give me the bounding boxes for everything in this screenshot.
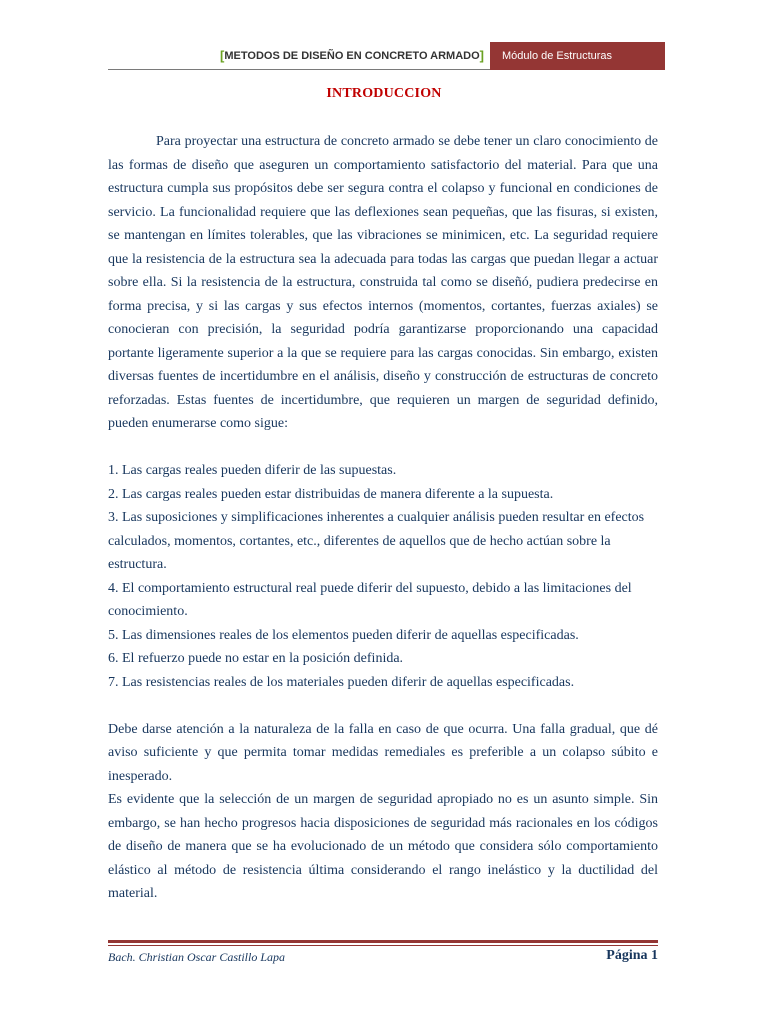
intro-paragraph: Para proyectar una estructura de concreto armado se debe tener un claro conocimiento de las formas de diseño que aseguren un comportamiento satisfactorio del material. Para que una estructura cumpla sus propósitos debe ser segura contra el colapso y funcional en condiciones de servicio. La funcionalidad requiere que las deflexiones sean pequeñas, que las fisuras, si existen, se mantengan en límites tolerables, que las vibraciones se minimicen, etc. La seguridad requiere que la resistencia de la estructura sea la adecuada para todas las cargas que puedan llegar a actuar sobre ella. Si la resistencia de la estructura, construida tal como se diseñó, pudiera predecirse en forma precisa, y si las cargas y sus efectos internos (momentos, cortantes, fuerzas axiales) se conocieran con precisión, la seguridad podría garantizarse proporcionando una capacidad portante ligeramente superior a la que se requiere para las cargas conocidas. Sin embargo, existen diversas fuentes de incertidumbre en el análisis, diseño y construcción de estructuras de concreto reforzadas. Estas fuentes de incertidumbre, que requieren un margen de seguridad definido, pueden enumerarse como sigue: xyxy=(108,134,658,431)
list-item-6: 6. El refuerzo puede no estar en la posición definida. xyxy=(108,651,404,666)
list-item-3: 3. Las suposiciones y simplificaciones inherentes a cualquier análisis pueden resultar en efectos calculados, momentos, cortantes, etc., diferentes de aquellos que de hecho actúan sobre la estructura. xyxy=(108,510,645,572)
list-item-5: 5. Las dimensiones reales de los elementos pueden diferir de aquellas especificadas. xyxy=(108,627,579,643)
page-header xyxy=(108,42,665,70)
margin-paragraph: Es evidente que la selección de un margen de seguridad apropiado no es un asunto simple. Sin embargo, se han hecho progresos hacia disposiciones de seguridad más racionales en los códigos de diseño de manera que se ha evolucionado de un método que considera sólo comportamiento elástico al método de resistencia última considerando el rango inelástico y la ductilidad del material. xyxy=(108,792,658,901)
page-number: Página 1 xyxy=(606,948,658,963)
module-badge: Módulo de Estructuras xyxy=(490,42,665,70)
document-body xyxy=(108,130,658,906)
footer-divider xyxy=(108,940,658,943)
bracket-open: [ xyxy=(220,48,225,63)
page-title: INTRODUCCION xyxy=(326,86,442,101)
header-title-box xyxy=(108,42,490,70)
list-item-1: 1. Las cargas reales pueden diferir de las supuestas. xyxy=(108,463,397,478)
spacer xyxy=(108,694,658,718)
header-title: METODOS DE DISEÑO EN CONCRETO ARMADO xyxy=(224,49,480,62)
footer-author: Bach. Christian Oscar Castillo Lapa xyxy=(108,950,286,964)
list-item-4: 4. El comportamiento estructural real puede diferir del supuesto, debido a las limitaciones del conocimiento. xyxy=(108,580,632,619)
spacer xyxy=(108,436,658,460)
list-item-2: 2. Las cargas reales pueden estar distribuidas de manera diferente a la supuesta. xyxy=(108,486,554,502)
bracket-close: ] xyxy=(479,48,484,63)
footer-divider-thin xyxy=(108,945,658,946)
failure-paragraph: Debe darse atención a la naturaleza de la falla en caso de que ocurra. Una falla gradual, que dé aviso suficiente y que permita tomar medidas remediales es preferible a un colapso súbito e inesperado. xyxy=(108,721,658,784)
list-item-7: 7. Las resistencias reales de los materiales pueden diferir de aquellas especificadas. xyxy=(108,674,575,690)
